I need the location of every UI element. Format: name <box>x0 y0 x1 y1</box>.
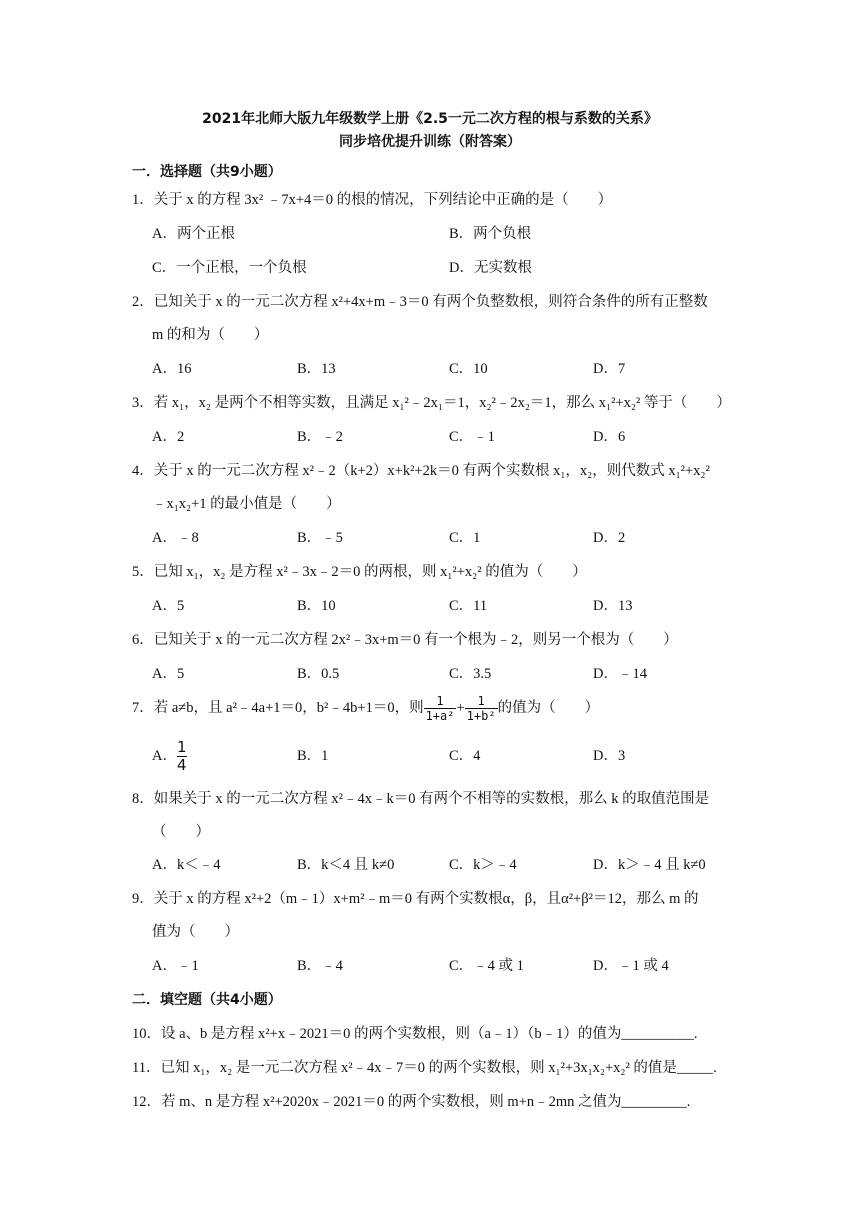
question-9-option-b: B．﹣4 <box>297 958 343 974</box>
question-9-option-a: A．﹣1 <box>152 958 199 974</box>
question-1-stem: 1．关于 x 的方程 3x² ﹣7x+4＝0 的根的情况，下列结论中正确的是（ ） <box>132 192 613 208</box>
question-2-option-c: C．10 <box>449 361 488 377</box>
question-12-stem: 12．若 m、n 是方程 x²+2020x﹣2021＝0 的两个实数根，则 m+n﹣2mn 之值为_________. <box>132 1094 691 1110</box>
question-7-option-a <box>152 738 187 774</box>
question-5-stem: 5．已知 x₁，x₂ 是方程 x²﹣3x﹣2＝0 的两根，则 x₁²+x₂² 的值为（ ） <box>132 564 587 580</box>
question-5-option-b: B．10 <box>297 598 336 614</box>
doc-title-line2: 同步培优提升训练（附答案） <box>339 134 521 150</box>
question-3-option-b: B．﹣2 <box>297 429 343 445</box>
question-2-option-b: B．13 <box>297 361 336 377</box>
question-9-stem-line2: 值为（ ） <box>152 924 239 940</box>
question-6-option-b: B．0.5 <box>297 666 340 682</box>
question-6-option-c: C．3.5 <box>449 666 492 682</box>
question-8-option-a: A．k＜﹣4 <box>152 857 221 873</box>
question-1-option-c: C．一个正根，一个负根 <box>152 260 307 276</box>
question-10-stem: 10．设 a、b 是方程 x²+x﹣2021＝0 的两个实数根，则（a﹣1）（b﹣1）的值为__________. <box>132 1026 698 1042</box>
question-6-option-a: A．5 <box>152 666 185 682</box>
fraction-1-over-1-plus-a-squared <box>424 694 457 723</box>
question-1-option-a: A．两个正根 <box>152 226 235 242</box>
question-8-option-c: C．k＞﹣4 <box>449 857 517 873</box>
question-6-stem: 6．已知关于 x 的一元二次方程 2x²﹣3x+m＝0 有一个根为﹣2，则另一个根为（ ） <box>132 632 678 648</box>
option-label: A． <box>152 748 177 764</box>
question-9-option-d: D．﹣1 或 4 <box>593 958 669 974</box>
question-7-option-c: C．4 <box>449 748 481 764</box>
question-11-stem: 11．已知 x₁，x₂ 是一元二次方程 x²﹣4x﹣7＝0 的两个实数根，则 x₁²+3x₁x₂+x₂² 的值是_____. <box>132 1060 717 1076</box>
question-1-option-b: B．两个负根 <box>449 226 532 242</box>
question-2-stem-line2: m 的和为（ ） <box>152 327 269 343</box>
question-7-option-d: D．3 <box>593 748 626 764</box>
question-7-stem <box>132 692 599 724</box>
question-9-option-c: C．﹣4 或 1 <box>449 958 524 974</box>
question-2-option-d: D．7 <box>593 361 626 377</box>
question-2-option-a: A．16 <box>152 361 192 377</box>
question-7-stem-end: 的值为（ ） <box>497 700 600 716</box>
question-8-option-d: D．k＞﹣4 且 k≠0 <box>593 857 706 873</box>
doc-title-line1: 2021年北师大版九年级数学上册《2.5一元二次方程的根与系数的关系》 <box>202 111 658 127</box>
question-3-stem: 3．若 x₁，x₂ 是两个不相等实数，且满足 x₁²﹣2x₁＝1，x₂²﹣2x₂＝1，那么 x₁²+x₂² 等于（ ） <box>132 395 731 411</box>
question-3-option-d: D．6 <box>593 429 626 445</box>
question-4-option-c: C．1 <box>449 530 481 546</box>
question-4-stem-line2: ﹣x₁x₂+1 的最小值是（ ） <box>152 496 341 512</box>
question-3-option-c: C．﹣1 <box>449 429 495 445</box>
fraction-numerator: 1 <box>465 694 498 709</box>
question-7-stem-start: 7．若 a≠b，且 a²﹣4a+1＝0，b²﹣4b+1＝0，则 <box>132 700 424 716</box>
fraction-1-over-1-plus-b-squared <box>465 694 498 723</box>
question-5-option-d: D．13 <box>593 598 633 614</box>
question-5-option-a: A．5 <box>152 598 185 614</box>
question-2-stem-line1: 2．已知关于 x 的一元二次方程 x²+4x+m﹣3＝0 有两个负整数根，则符合条件的所有正整数 <box>132 294 708 310</box>
question-3-option-a: A．2 <box>152 429 185 445</box>
question-8-option-b: B．k＜4 且 k≠0 <box>297 857 395 873</box>
section-heading-choice: 一．选择题（共9小题） <box>132 164 282 180</box>
question-1-option-d: D．无实数根 <box>449 260 532 276</box>
plus-sign: + <box>456 700 465 716</box>
fraction-one-quarter <box>177 739 187 774</box>
question-5-option-c: C．11 <box>449 598 488 614</box>
question-6-option-d: D．﹣14 <box>593 666 647 682</box>
question-7-option-b: B．1 <box>297 748 329 764</box>
fraction-denominator: 1+b² <box>466 709 496 724</box>
question-8-stem-line1: 8．如果关于 x 的一元二次方程 x²﹣4x﹣k＝0 有两个不相等的实数根，那么 k 的取值范围是 <box>132 791 710 807</box>
question-4-option-d: D．2 <box>593 530 626 546</box>
question-4-option-a: A．﹣8 <box>152 530 199 546</box>
question-9-stem-line1: 9．关于 x 的方程 x²+2（m﹣1）x+m²﹣m＝0 有两个实数根α，β，且α²+β²＝12，那么 m 的 <box>132 891 699 907</box>
fraction-numerator: 1 <box>176 738 187 757</box>
question-4-option-b: B．﹣5 <box>297 530 343 546</box>
fraction-denominator: 1+a² <box>425 709 455 724</box>
question-4-stem-line1: 4．关于 x 的一元二次方程 x²﹣2（k+2）x+k²+2k＝0 有两个实数根 x₁，x₂，则代数式 x₁²+x₂² <box>132 463 710 479</box>
fraction-numerator: 1 <box>424 694 457 709</box>
section-heading-fill-in: 二．填空题（共4小题） <box>132 992 282 1008</box>
question-8-stem-line2: （ ） <box>152 824 210 840</box>
fraction-denominator: 4 <box>176 756 187 775</box>
